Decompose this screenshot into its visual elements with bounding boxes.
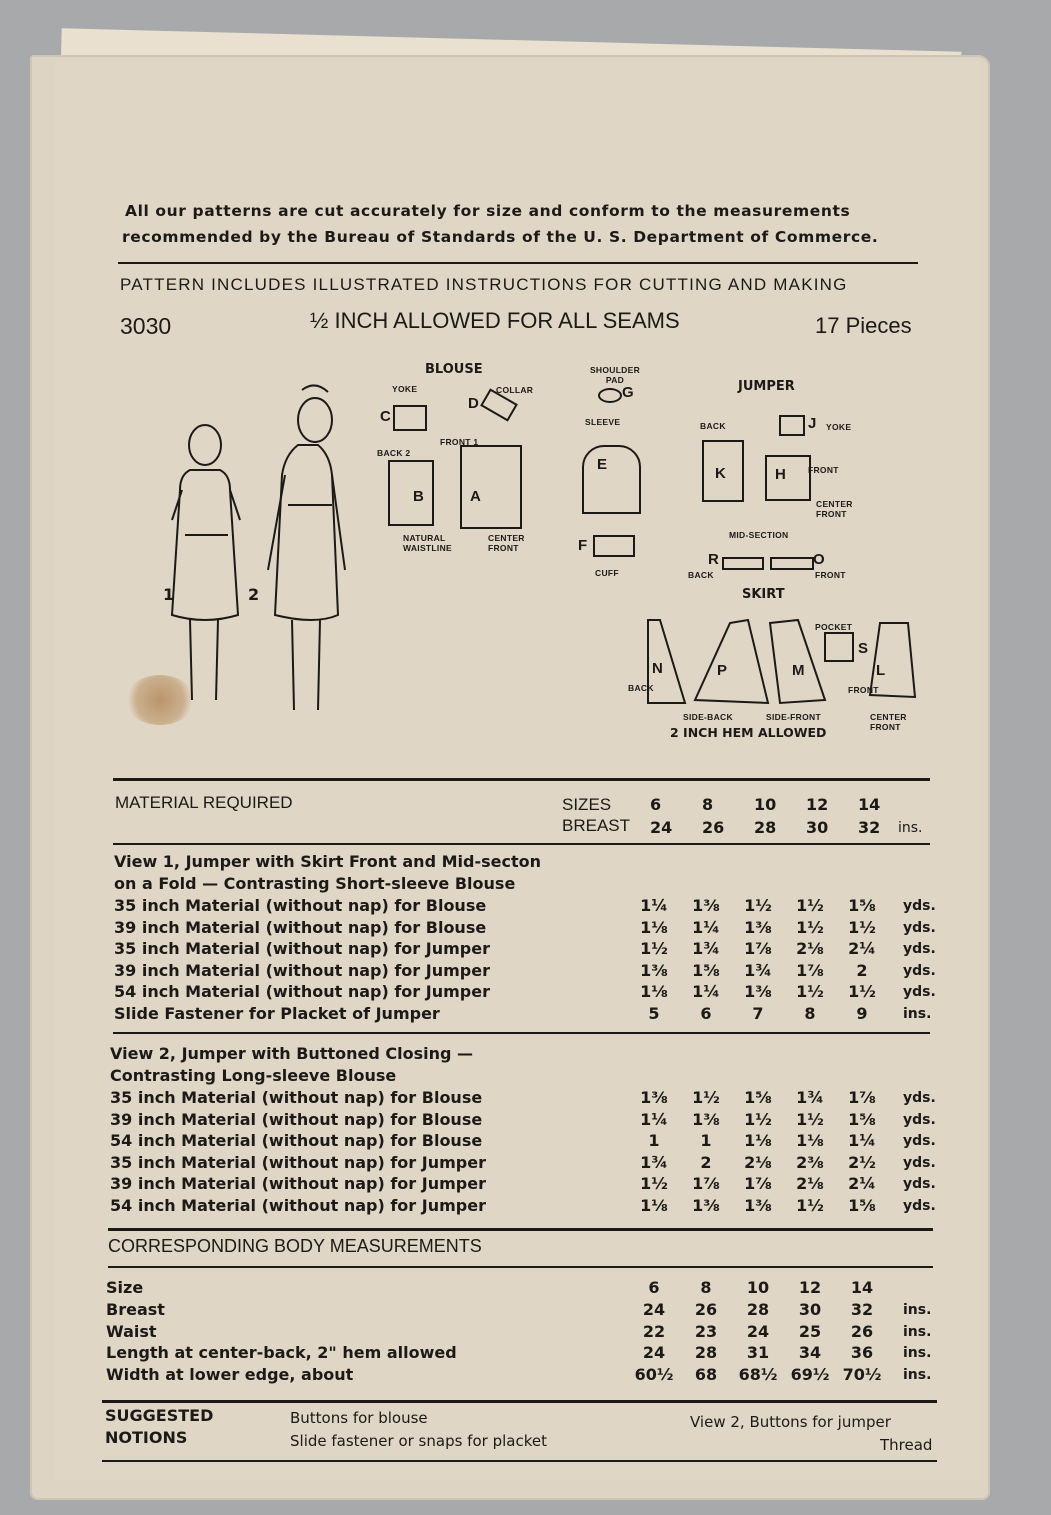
breast-header-cell: 30 bbox=[806, 818, 829, 837]
mid-section-front-piece bbox=[770, 557, 814, 570]
value-cell: 7 bbox=[752, 1004, 764, 1023]
jumper-front-piece bbox=[765, 455, 811, 501]
value-cell: 31 bbox=[746, 1343, 770, 1363]
value-cell: 70½ bbox=[842, 1365, 882, 1385]
value-cell: 1⅛ bbox=[640, 917, 668, 937]
skirt-back-label: BACK bbox=[628, 683, 654, 693]
value-cell: 6 bbox=[648, 1278, 660, 1297]
value-cell: 1½ bbox=[796, 917, 824, 937]
divider bbox=[113, 778, 930, 781]
value-cell: 1½ bbox=[744, 1109, 772, 1129]
figure-2 bbox=[268, 385, 345, 710]
unit-cell: yds. bbox=[903, 1111, 936, 1128]
piece-A: A bbox=[470, 488, 481, 505]
unit-cell: yds. bbox=[903, 898, 936, 914]
value-cell: 2⅜ bbox=[796, 1152, 824, 1172]
unit-cell: ins. bbox=[903, 1345, 932, 1362]
sizes-label: SIZES bbox=[562, 795, 612, 814]
hem-allowed-label: 2 INCH HEM ALLOWED bbox=[670, 725, 827, 740]
divider bbox=[108, 1266, 933, 1268]
jumper-yoke-piece bbox=[779, 415, 805, 436]
row-description: Size bbox=[106, 1278, 144, 1297]
value-cell: 1¾ bbox=[692, 939, 720, 959]
sleeve-label: SLEEVE bbox=[585, 417, 621, 427]
row-description: 54 inch Material (without nap) for Jumper bbox=[110, 1196, 486, 1215]
header-ins: ins. bbox=[898, 820, 923, 836]
value-cell: 1½ bbox=[848, 917, 876, 937]
value-cell: 2⅛ bbox=[796, 939, 824, 959]
pocket-piece bbox=[825, 633, 853, 661]
value-cell: 1⅛ bbox=[796, 1131, 824, 1151]
piece-N: N bbox=[652, 660, 663, 677]
value-cell: 1¼ bbox=[640, 1109, 668, 1129]
value-cell: 1⅝ bbox=[848, 1196, 876, 1215]
jumper-yoke-label: YOKE bbox=[826, 422, 852, 432]
blouse-label: BLOUSE bbox=[425, 362, 483, 377]
value-cell: 1 bbox=[700, 1131, 712, 1151]
value-cell: 1⅜ bbox=[692, 1109, 720, 1129]
seam-allowance: ½ INCH ALLOWED FOR ALL SEAMS bbox=[310, 308, 680, 333]
unit-cell: yds. bbox=[903, 962, 936, 979]
view-1-title-line-2: on a Fold — Contrasting Short-sleeve Blouse bbox=[114, 874, 516, 893]
piece-H: H bbox=[775, 466, 786, 483]
piece-M: M bbox=[792, 662, 805, 679]
intro-line-1: All our patterns are cut accurately for size and conform to the measurements bbox=[125, 202, 851, 220]
yoke-piece bbox=[393, 405, 427, 431]
row-description: 54 inch Material (without nap) for Blouse bbox=[110, 1131, 483, 1151]
size-header-cell: 6 bbox=[650, 795, 662, 814]
piece-S: S bbox=[858, 640, 869, 657]
value-cell: 68½ bbox=[738, 1365, 778, 1385]
blouse-back-piece bbox=[388, 460, 434, 526]
mid-back-label: BACK bbox=[688, 570, 714, 580]
value-cell: 1¼ bbox=[640, 896, 668, 915]
value-cell: 1½ bbox=[796, 1196, 824, 1215]
notion-buttons-jumper: View 2, Buttons for jumper bbox=[690, 1413, 891, 1431]
value-cell: 5 bbox=[648, 1004, 660, 1023]
value-cell: 1¾ bbox=[796, 1088, 824, 1107]
row-description: 39 inch Material (without nap) for Blouse bbox=[110, 1109, 483, 1129]
side-front-label: SIDE-FRONT bbox=[766, 712, 821, 722]
value-cell: 1⅛ bbox=[640, 982, 668, 1002]
jumper-center-front-label: CENTER FRONT bbox=[816, 499, 853, 519]
breast-header-cell: 24 bbox=[650, 818, 673, 837]
cuff-piece bbox=[593, 535, 635, 557]
blouse-front-piece bbox=[460, 445, 522, 529]
body-measurements-title: CORRESPONDING BODY MEASUREMENTS bbox=[108, 1236, 482, 1256]
value-cell: 1½ bbox=[848, 982, 876, 1002]
value-cell: 1¼ bbox=[692, 917, 720, 937]
value-cell: 1⅜ bbox=[744, 1196, 772, 1215]
value-cell: 36 bbox=[850, 1343, 874, 1363]
row-description: Length at center-back, 2" hem allowed bbox=[106, 1343, 457, 1363]
pattern-number: 3030 bbox=[120, 313, 172, 339]
value-cell: 8 bbox=[700, 1278, 712, 1297]
unit-cell: yds. bbox=[903, 919, 936, 936]
view-1-title-line-1: View 1, Jumper with Skirt Front and Mid-secton bbox=[114, 852, 541, 871]
piece-O: P bbox=[717, 662, 728, 679]
value-cell: 60½ bbox=[634, 1365, 674, 1385]
value-cell: 24 bbox=[642, 1299, 666, 1319]
piece-P: O bbox=[813, 551, 825, 568]
value-cell: 1 bbox=[648, 1131, 660, 1151]
cuff-label: CUFF bbox=[595, 568, 619, 578]
size-header-cell: 8 bbox=[702, 795, 714, 814]
unit-cell: ins. bbox=[903, 1301, 932, 1318]
value-cell: 1⅞ bbox=[744, 1174, 772, 1194]
value-cell: 8 bbox=[804, 1004, 816, 1023]
value-cell: 1⅜ bbox=[640, 960, 668, 980]
piece-D: D bbox=[468, 395, 479, 412]
yoke-label: YOKE bbox=[392, 384, 418, 394]
row-description: Breast bbox=[106, 1299, 165, 1319]
mid-front-label: FRONT bbox=[815, 570, 846, 580]
divider bbox=[102, 1400, 937, 1403]
breast-label: BREAST bbox=[562, 816, 631, 835]
sleeve-piece bbox=[582, 445, 641, 514]
value-cell: 2 bbox=[700, 1152, 712, 1172]
unit-cell: yds. bbox=[903, 1133, 936, 1150]
value-cell: 1⅝ bbox=[848, 896, 876, 915]
value-cell: 1⅜ bbox=[744, 982, 772, 1002]
breast-header-cell: 28 bbox=[754, 818, 777, 837]
unit-cell: yds. bbox=[903, 1090, 936, 1106]
value-cell: 1⅜ bbox=[692, 896, 720, 915]
value-cell: 1⅜ bbox=[692, 1196, 720, 1215]
value-cell: 1⅝ bbox=[848, 1109, 876, 1129]
back-2-label: BACK 2 bbox=[377, 448, 411, 458]
value-cell: 28 bbox=[694, 1343, 718, 1363]
unit-cell: yds. bbox=[903, 984, 936, 1001]
value-cell: 1⅝ bbox=[744, 1088, 772, 1107]
divider bbox=[118, 262, 918, 264]
unit-cell: yds. bbox=[903, 1198, 936, 1214]
breast-header-cell: 32 bbox=[858, 818, 881, 837]
row-description: Slide Fastener for Placket of Jumper bbox=[114, 1004, 440, 1023]
jumper-back-label: BACK bbox=[700, 421, 726, 431]
value-cell: 24 bbox=[746, 1321, 770, 1341]
value-cell: 1¾ bbox=[744, 960, 772, 980]
value-cell: 23 bbox=[694, 1321, 718, 1341]
value-cell: 26 bbox=[850, 1321, 874, 1341]
mid-section-label: MID-SECTION bbox=[729, 530, 789, 540]
value-cell: 1⅞ bbox=[796, 960, 824, 980]
skirt-side-back-piece bbox=[695, 620, 768, 703]
front-1-label: FRONT 1 bbox=[440, 437, 479, 447]
value-cell: 1½ bbox=[640, 1174, 668, 1194]
intro-line-2: recommended by the Bureau of Standards of the U. S. Department of Commerce. bbox=[122, 228, 879, 246]
value-cell: 2 bbox=[856, 960, 868, 980]
skirt-pieces bbox=[640, 615, 930, 710]
row-description: Waist bbox=[106, 1321, 157, 1341]
value-cell: 2½ bbox=[848, 1152, 876, 1172]
natural-waistline-label: NATURAL WAISTLINE bbox=[403, 533, 452, 553]
value-cell: 1½ bbox=[796, 982, 824, 1002]
value-cell: 68 bbox=[694, 1365, 718, 1385]
value-cell: 69½ bbox=[790, 1365, 830, 1385]
value-cell: 12 bbox=[798, 1278, 822, 1297]
piece-B: B bbox=[413, 488, 424, 505]
size-header-cell: 12 bbox=[806, 795, 829, 814]
value-cell: 2¼ bbox=[848, 1174, 876, 1194]
center-front-label: CENTER FRONT bbox=[488, 533, 525, 553]
value-cell: 22 bbox=[642, 1321, 666, 1341]
value-cell: 10 bbox=[746, 1278, 770, 1297]
view-2-title-line-1: View 2, Jumper with Buttoned Closing — bbox=[110, 1044, 474, 1063]
value-cell: 1⅜ bbox=[640, 1088, 668, 1107]
row-description: 35 inch Material (without nap) for Blouse bbox=[110, 1088, 483, 1107]
row-description: 39 inch Material (without nap) for Jumper bbox=[110, 1174, 486, 1194]
size-header-cell: 14 bbox=[858, 795, 881, 814]
value-cell: 1½ bbox=[640, 939, 668, 959]
piece-G: G bbox=[622, 384, 634, 401]
skirt-center-front-label: CENTER FRONT bbox=[870, 712, 907, 732]
pocket-label: POCKET bbox=[815, 622, 853, 632]
row-description: 39 inch Material (without nap) for Jumper bbox=[114, 960, 490, 980]
value-cell: 30 bbox=[798, 1299, 822, 1319]
row-description: 54 inch Material (without nap) for Jumper bbox=[114, 982, 490, 1002]
value-cell: 32 bbox=[850, 1299, 874, 1319]
side-back-label: SIDE-BACK bbox=[683, 712, 733, 722]
piece-J: J bbox=[808, 415, 817, 432]
skirt-label: SKIRT bbox=[742, 587, 785, 602]
notion-thread: Thread bbox=[880, 1436, 933, 1454]
material-required-title: MATERIAL REQUIRED bbox=[115, 793, 293, 812]
notions-title-2: NOTIONS bbox=[105, 1428, 188, 1447]
divider bbox=[113, 843, 930, 845]
unit-cell: ins. bbox=[903, 1006, 932, 1022]
value-cell: 34 bbox=[798, 1343, 822, 1363]
divider bbox=[113, 1032, 930, 1034]
value-cell: 1¾ bbox=[640, 1152, 668, 1172]
figures-illustration bbox=[160, 380, 360, 720]
unit-cell: yds. bbox=[903, 1176, 936, 1193]
figure-1-number: 1 bbox=[163, 585, 175, 604]
piece-C: C bbox=[380, 408, 391, 425]
value-cell: 26 bbox=[694, 1299, 718, 1319]
pattern-includes: PATTERN INCLUDES ILLUSTRATED INSTRUCTIONS FOR CUTTING AND MAKING bbox=[120, 275, 848, 294]
piece-K: K bbox=[715, 465, 726, 482]
jumper-front-label: FRONT bbox=[808, 465, 839, 475]
view-2-title-line-2: Contrasting Long-sleeve Blouse bbox=[110, 1066, 397, 1085]
shoulder-pad-piece bbox=[598, 388, 622, 403]
skirt-front-label: FRONT bbox=[848, 685, 879, 695]
value-cell: 1¼ bbox=[848, 1131, 876, 1151]
size-header-cell: 10 bbox=[754, 795, 777, 814]
value-cell: 1½ bbox=[744, 896, 772, 915]
value-cell: 9 bbox=[856, 1004, 868, 1023]
row-description: Width at lower edge, about bbox=[106, 1365, 354, 1385]
notion-buttons-blouse: Buttons for blouse bbox=[290, 1409, 428, 1427]
value-cell: 1⅜ bbox=[744, 917, 772, 937]
breast-header-cell: 26 bbox=[702, 818, 725, 837]
figure-1 bbox=[172, 425, 240, 700]
value-cell: 1⅞ bbox=[692, 1174, 720, 1194]
value-cell: 1⅞ bbox=[848, 1088, 876, 1107]
value-cell: 2⅛ bbox=[744, 1152, 772, 1172]
value-cell: 28 bbox=[746, 1299, 770, 1319]
piece-L: L bbox=[876, 662, 886, 679]
figure-2-number: 2 bbox=[248, 585, 260, 604]
jumper-label: JUMPER bbox=[738, 379, 795, 394]
value-cell: 2⅛ bbox=[796, 1174, 824, 1194]
piece-R: R bbox=[708, 551, 719, 568]
mid-section-back-piece bbox=[722, 557, 764, 570]
notions-title-1: SUGGESTED bbox=[105, 1406, 214, 1425]
piece-F: F bbox=[578, 537, 588, 554]
row-description: 35 inch Material (without nap) for Jumper bbox=[114, 939, 490, 959]
value-cell: 1½ bbox=[692, 1088, 720, 1107]
unit-cell: yds. bbox=[903, 941, 936, 958]
value-cell: 2¼ bbox=[848, 939, 876, 959]
value-cell: 1¼ bbox=[692, 982, 720, 1002]
piece-E: E bbox=[597, 456, 608, 473]
unit-cell: ins. bbox=[903, 1323, 932, 1340]
notion-slide-fastener: Slide fastener or snaps for placket bbox=[290, 1432, 547, 1450]
value-cell: 6 bbox=[700, 1004, 712, 1023]
divider bbox=[108, 1228, 933, 1231]
value-cell: 1½ bbox=[796, 896, 824, 915]
value-cell: 24 bbox=[642, 1343, 666, 1363]
divider bbox=[102, 1460, 937, 1462]
collar-label: COLLAR bbox=[496, 385, 534, 395]
value-cell: 1⅝ bbox=[692, 960, 720, 980]
value-cell: 25 bbox=[798, 1321, 822, 1341]
row-description: 35 inch Material (without nap) for Blouse bbox=[114, 896, 487, 915]
value-cell: 14 bbox=[850, 1278, 874, 1297]
unit-cell: ins. bbox=[903, 1367, 932, 1384]
row-description: 39 inch Material (without nap) for Blouse bbox=[114, 917, 487, 937]
value-cell: 1½ bbox=[796, 1109, 824, 1129]
piece-count: 17 Pieces bbox=[815, 313, 912, 338]
value-cell: 1⅛ bbox=[744, 1131, 772, 1151]
row-description: 35 inch Material (without nap) for Jumper bbox=[110, 1152, 486, 1172]
unit-cell: yds. bbox=[903, 1154, 936, 1171]
value-cell: 1⅞ bbox=[744, 939, 772, 959]
value-cell: 1⅛ bbox=[640, 1196, 668, 1215]
shoulder-pad-label: SHOULDER PAD bbox=[589, 365, 641, 385]
